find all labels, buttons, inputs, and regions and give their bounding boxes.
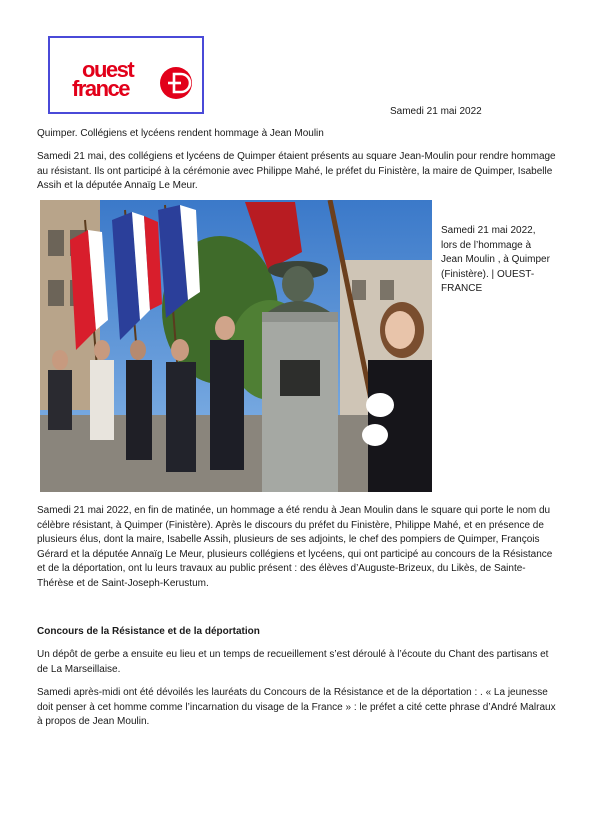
logo-circle-icon xyxy=(160,67,192,99)
section-paragraph-1: Un dépôt de gerbe a ensuite eu lieu et un temps de recueillement s’est déroulé à l’écoute du Chant des partisans et de La Marseillaise. xyxy=(37,649,549,675)
section-paragraph-2: Samedi après-midi ont été dévoilés les lauréats du Concours de la Résistance et de la déportation : . « La jeunesse doit penser à cet homme comme l’incarnation du visage de la France » : le préfet a cité cette phrase d’André Malraux à propos de Jean Moulin. xyxy=(37,687,556,727)
photo-caption: Samedi 21 mai 2022, lors de l’hommage à Jean Moulin , à Quimper (Finistère). | OUEST-FRANCE xyxy=(441,225,550,294)
logo-word-france: france xyxy=(72,76,130,101)
section-title: Concours de la Résistance et de la déportation xyxy=(37,626,260,637)
article-body-paragraph: Samedi 21 mai 2022, en fin de matinée, un hommage a été rendu à Jean Moulin dans le square qui porte le nom du célèbre résistant, à Quimper (Finistère). Après le discours du préfet du Finistère, Philippe Mahé, et en présence de plusieurs élus, dont la maire, Isabelle Assih, plusieurs de ses adjoints, le chef des pompiers de Quimper, François Gérard et la députée Annaïg Le Meur, plusieurs collégiens et lycéens, qui ont participé au concours de la Résistance et de la déportation, ont lu leurs travaux au public présent : des élèves d’Auguste-Brizeux, du Likès, de Sainte-Thérèse et de Saint-Joseph-Kerustum. xyxy=(37,505,553,589)
article-intro: Samedi 21 mai, des collégiens et lycéens de Quimper étaient présents au square Jean-Moulin pour rendre hommage au résistant. Ils ont participé à la cérémonie avec Philippe Mahé, le préfet du Finistère, la maire de Quimper, Isabelle Assih et la députée Annaïg Le Meur. xyxy=(37,151,556,191)
article-headline: Quimper. Collégiens et lycéens rendent hommage à Jean Moulin xyxy=(37,128,324,139)
ouest-france-logo xyxy=(48,36,204,114)
logo-word-ouest: ouest xyxy=(82,57,134,82)
ceremony-photo-illustration xyxy=(40,200,432,492)
article-date: Samedi 21 mai 2022 xyxy=(390,106,482,117)
ceremony-photo xyxy=(40,200,432,492)
